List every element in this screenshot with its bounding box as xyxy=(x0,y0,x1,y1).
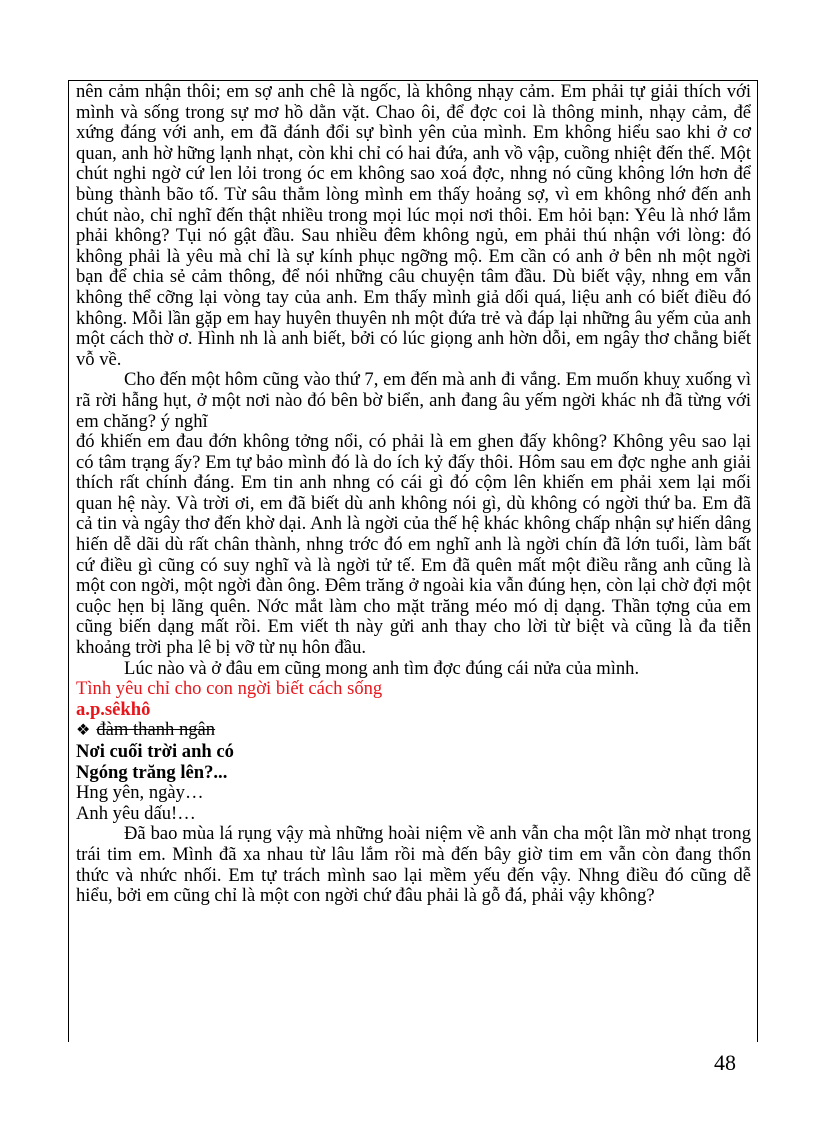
paragraph-2a: Cho đến một hôm cũng vào thứ 7, em đến mà anh đi vắng. Em muốn khuỵ xuống vì rã rời hẫng hụt, ở một nơi nào đó bên bờ biển, anh đang âu yếm ngời khác nh đã từng với em chăng? ý nghĩ xyxy=(76,369,751,432)
quote-title: Tình yêu chỉ cho con ngời biết cách sống xyxy=(76,678,383,700)
author-line xyxy=(76,720,751,742)
place-date: Hng yên, ngày… xyxy=(76,782,204,804)
page-number: 48 xyxy=(714,1050,736,1075)
document-body xyxy=(76,82,751,907)
paragraph-3: Lúc nào và ở đâu em cũng mong anh tìm đợc đúng cái nửa của mình. xyxy=(124,657,640,679)
paragraph-1: nên cảm nhận thôi; em sợ anh chê là ngốc, là không nhạy cảm. Em phải tự giải thích với mình và sống trong sự mơ hồ dằn vặt. Chao ôi, để đợc coi là thông minh, nhạy cảm, để xứng đáng với anh, em đã đánh đổi sự bình yên của mình. Em không hiểu sao khi ở cơ quan, anh hờ hững lạnh nhạt, còn khi chỉ có hai đứa, anh vồ vập, cuồng nhiệt đến thế. Một chút nghi ngờ cứ len lỏi trong óc em không sao xoá đợc, nhng nó cũng không lớn hơn để bùng thành bão tố. Từ sâu thẳm lòng mình em thấy hoảng sợ, vì em không nhớ đến anh chút nào, chỉ nghĩ đến thật nhiều trong mọi lúc mọi nơi thôi. Em hỏi bạn: Yêu là nhớ lắm phải không? Tụi nó gật đầu. Sau nhiều đêm không ngủ, em phải thú nhận với lòng: đó không phải là yêu mà chỉ là sự kính phục ngỡng mộ. Em cần có anh ở bên nh một ngời bạn để chia sẻ cảm thông, để nói những câu chuyện tâm đầu. Dù biết vậy, nhng em vẫn không thể cỡng lại vòng tay của anh. Em thấy mình giả dối quá, liệu anh có biết điều đó không. Mỗi lần gặp em hay huyên thuyên nh một đứa trẻ và đáp lại những âu yếm của anh một cách thờ ơ. Hình nh là anh biết, bởi có lúc giọng anh hờn dỗi, em ngây thơ chẳng biết vỗ về. xyxy=(76,81,751,370)
salutation: Anh yêu dấu!… xyxy=(76,802,196,824)
section-title-line-1: Nơi cuối trời anh có xyxy=(76,741,234,762)
diamond-bullet-icon: ❖ xyxy=(76,722,91,740)
paragraph-4: Đã bao mùa lá rụng vậy mà những hoài niệm về anh vẫn cha một lần mờ nhạt trong trái tim em. Mình đã xa nhau từ lâu lắm rồi mà đến bây giờ tim em vẫn còn đang thổn thức và nhức nhối. Em tự trách mình sao lại mềm yếu đến vậy. Nhng điều đó cũng dễ hiểu, bởi em cũng chỉ là một con ngời chứ đâu phải là gỗ đá, phải vậy không? xyxy=(76,823,751,907)
author-name: đàm thanh ngân xyxy=(96,719,216,741)
section-title-line-2: Ngóng trăng lên?... xyxy=(76,761,228,783)
quote-author: a.p.sêkhô xyxy=(76,698,151,720)
paragraph-2b: đó khiến em đau đớn không tởng nổi, có phải là em ghen đấy không? Không yêu sao lại có tâm trạng ấy? Em tự bảo mình đó là do ích kỷ đấy thôi. Hôm sau em đợc nghe anh giải thích rất chính đáng. Em tin anh nhng có cái gì đó cộm lên khiến em phải xem lại mối quan hệ này. Và trời ơi, em đã biết dù anh không nói gì, dù không có ngời thứ ba. Em đã cả tin và ngây thơ đến khờ dại. Anh là ngời của thế hệ khác không chấp nhận sự hiến dâng hiến dễ dãi dù rất chân thành, nhng trớc đó em nghĩ anh là ngời chín đã lớn tuổi, làm bất cứ điều gì cũng có suy nghĩ và là ngời tử tế. Em đã quên mất một điều rằng anh cũng là một con ngời, một ngời đàn ông. Đêm trăng ở ngoài kia vẫn đúng hẹn, còn lại chờ đợi một cuộc hẹn bị lãng quên. Nớc mắt làm cho mặt trăng méo mó dị dạng. Thần tợng của em cũng biến dạng mất rồi. Em viết th này gửi anh thay cho lời từ biệt và cũng là đa tiễn khoảng trời pha lê bị vỡ từ nụ hôn đầu. xyxy=(76,431,751,659)
